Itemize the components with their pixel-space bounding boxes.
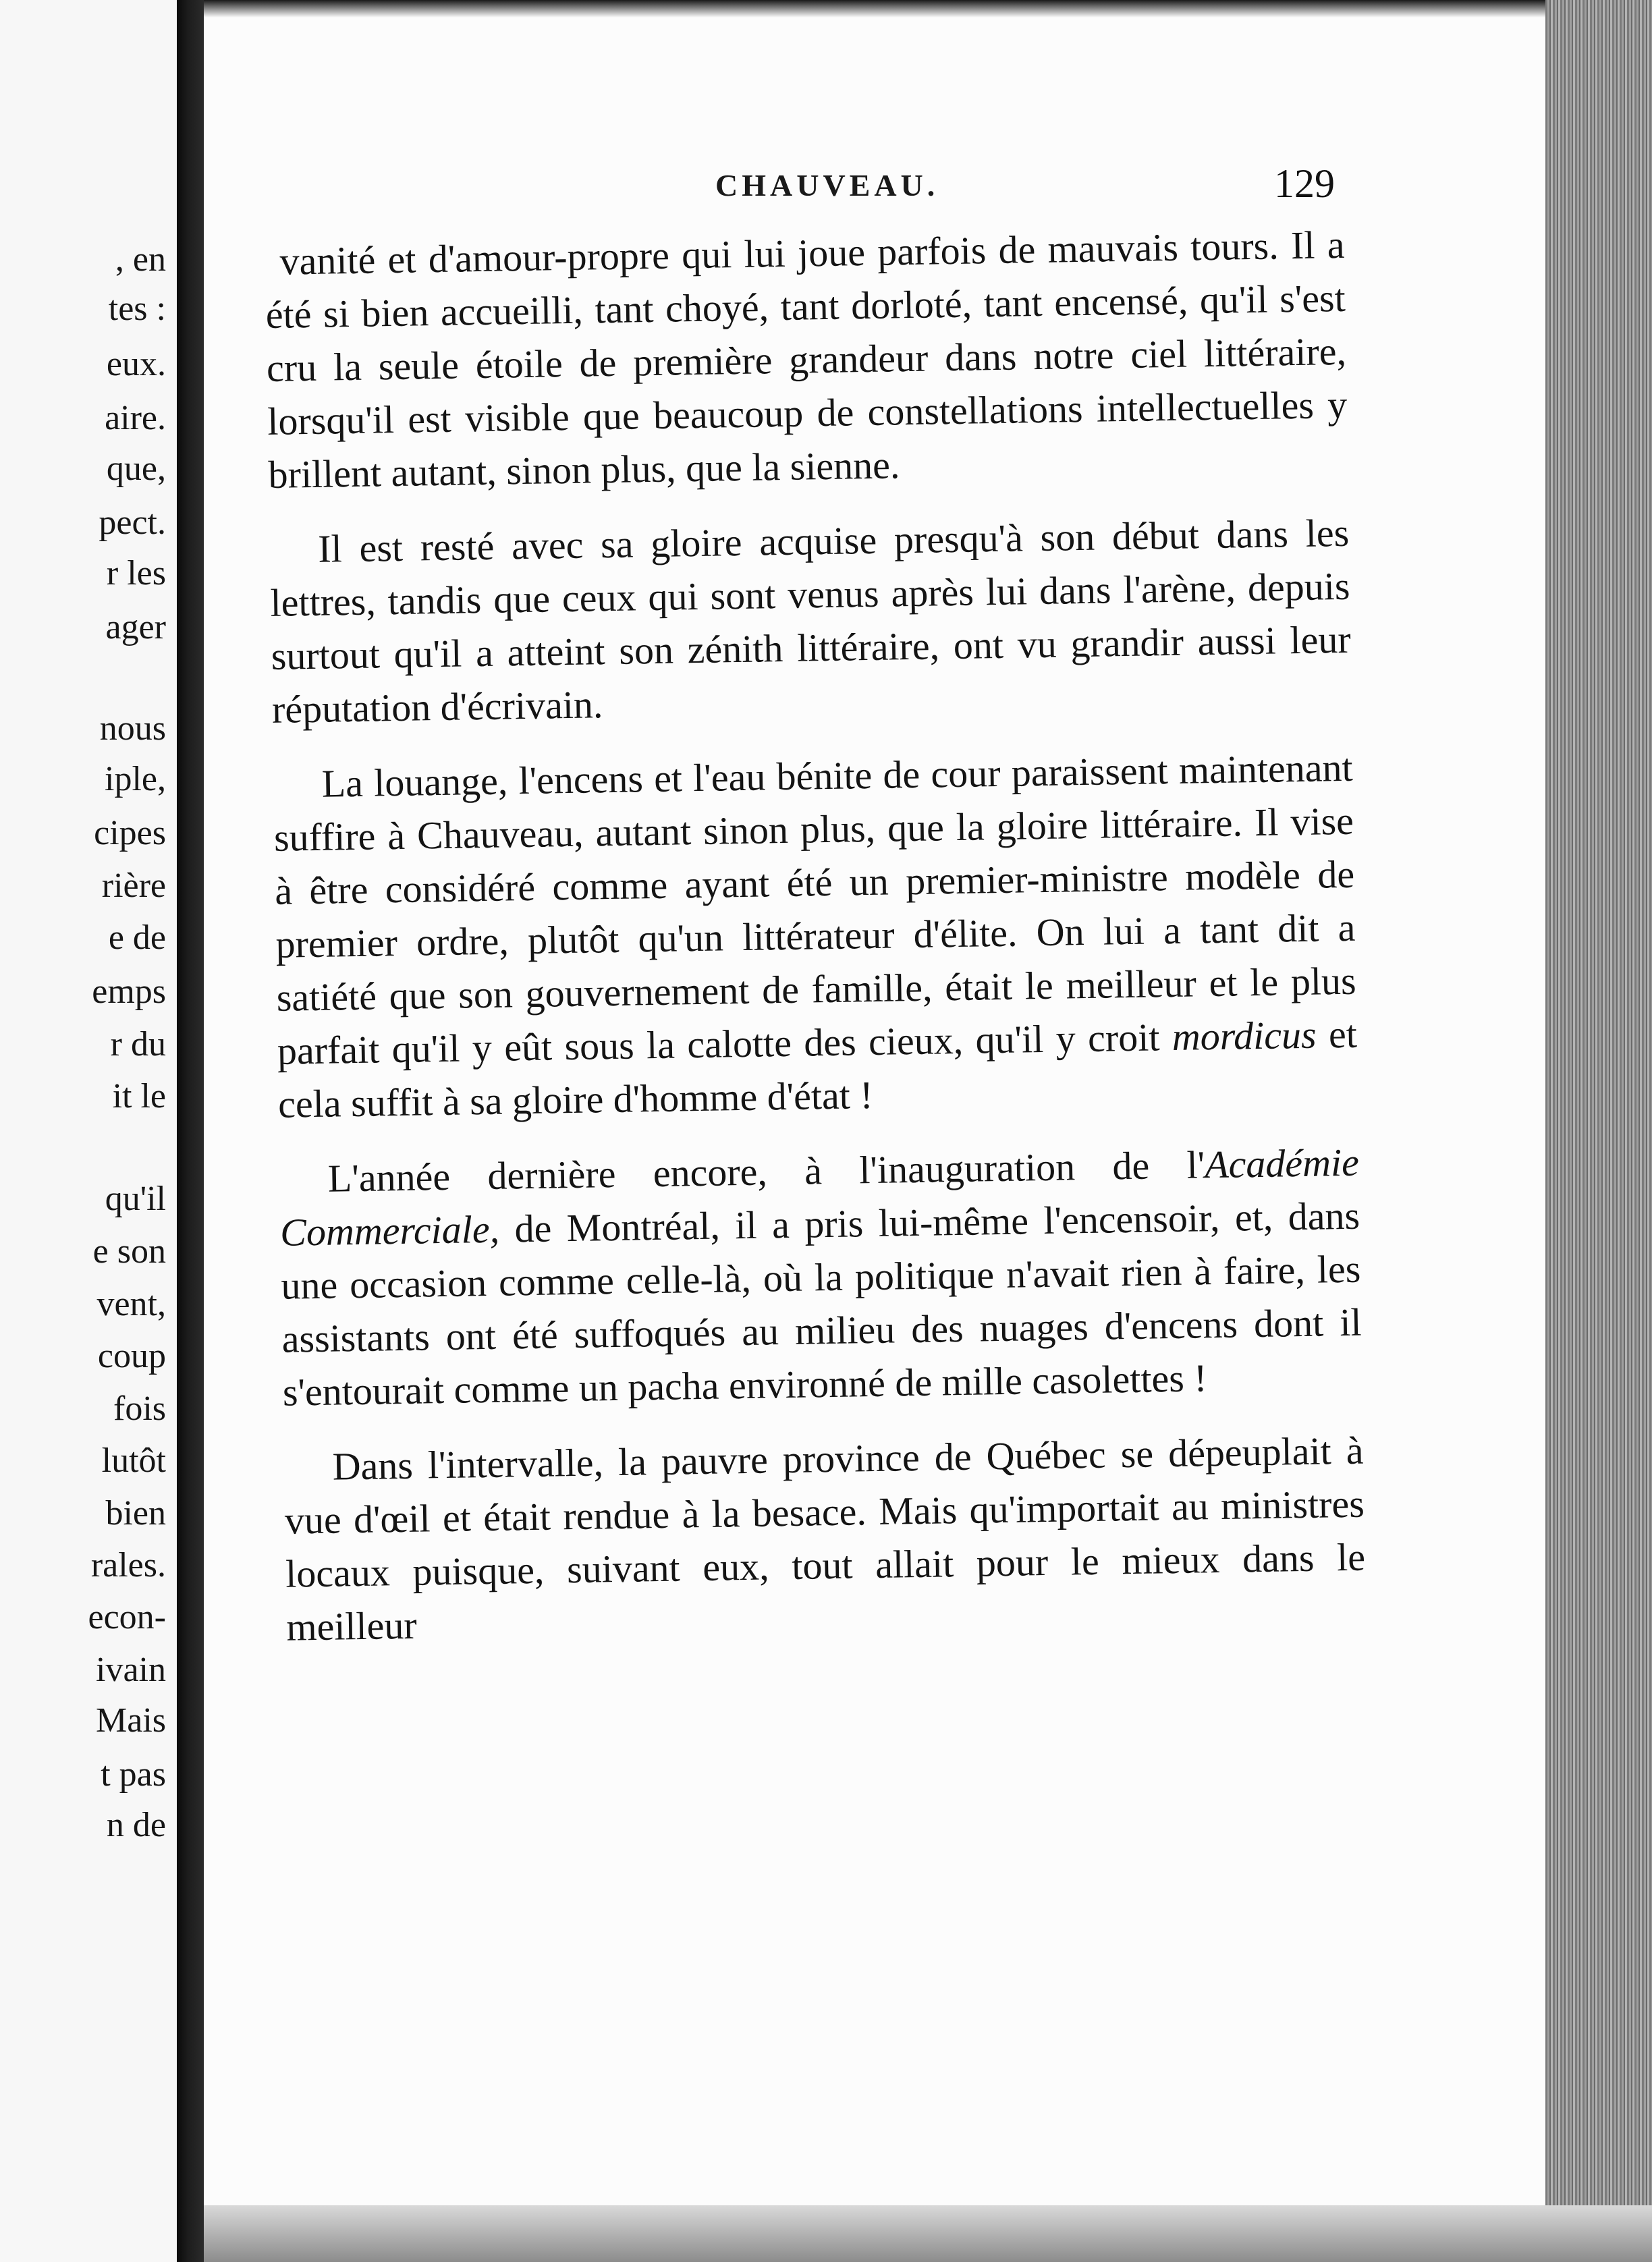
- left-page-fragment: iple,: [105, 760, 166, 798]
- paragraph-1: vanité et d'amour-propre qui lui joue parfois de mauvais tours. Il a été si bien accueilli, tant choyé, tant dorloté, tant encensé, qu'il s'est cru la seule étoile de première grandeur dans notre ciel littéraire, lorsqu'il est visible que beaucoup de constellations intellectuelles y brillent autant, sinon plus, que la sienne.: [265, 222, 1348, 497]
- paragraph-4-text: L'année dernière encore, à l'inauguration de l': [327, 1142, 1205, 1201]
- left-page-fragment: eux.: [106, 345, 166, 383]
- left-page-fragment: cipes: [94, 814, 166, 852]
- left-page-fragment: lutôt: [101, 1441, 166, 1480]
- left-page-fragment: fois: [113, 1389, 166, 1428]
- paragraph-4-text-end: de Montréal, il a pris lui-même l'encensoir, et, dans une occasion comme celle-là, où la politique n'avait rien à faire, les assistants ont été suffoqués au milieu des nuages d'encens dont il s'entourait comme un pacha environné de mille casolettes !: [280, 1193, 1362, 1414]
- running-head: CHAUVEAU.: [715, 168, 939, 202]
- left-page-fragment: bien: [105, 1494, 166, 1533]
- left-page-fragment: , en: [115, 240, 166, 279]
- paragraph-3-text: La louange, l'encens et l'eau bénite de cour paraissent maintenant suffire à Chauveau, autant sinon plus, que la gloire littéraire. Il vise à être considéré comme ayant été un premier-ministre modèle de premier ordre, plutôt qu'un littérateur d'élite. On lui a tant dit a satiété que son gouvernement de famille, était le meilleur et le plus parfait qu'il y eût sous la calotte des cieux, qu'il y croit: [273, 745, 1357, 1073]
- left-page-fragment: r les: [106, 554, 166, 592]
- page-edges: [1545, 0, 1652, 2262]
- left-page-fragment: tes :: [108, 289, 166, 328]
- paragraph-2: Il est resté avec sa gloire acquise presqu'à son début dans les lettres, tandis que ceux qui sont venus après lui dans l'arène, depuis surtout qu'il a atteint son zénith littéraire, ont vu grandir aussi leur réputation d'écrivain.: [270, 510, 1352, 732]
- left-page-fragment: emps: [92, 972, 166, 1011]
- left-page-fragment: rales.: [90, 1546, 166, 1584]
- left-page-fragment: n de: [106, 1806, 166, 1844]
- page-top-shadow: [204, 0, 1560, 18]
- paragraph-3-italic: mordicus: [1172, 1012, 1317, 1059]
- left-page-fragment: Mais: [96, 1701, 166, 1740]
- left-page-fragment: rière: [101, 866, 166, 905]
- left-page-fragment: pect.: [99, 503, 166, 542]
- left-page-fragment: econ-: [88, 1598, 166, 1636]
- paragraph-4-italic: Académie Commerciale,: [279, 1140, 1360, 1254]
- left-page-fragment: e de: [108, 918, 166, 957]
- book-gutter: [177, 0, 204, 2262]
- left-page-fragment: vent,: [97, 1285, 166, 1323]
- left-page-fragment: r du: [110, 1025, 166, 1064]
- left-page-fragment: ager: [105, 608, 166, 646]
- body-text: [265, 218, 1367, 1676]
- left-page-fragment: qu'il: [105, 1180, 166, 1218]
- page-bottom-edge: [204, 2205, 1652, 2262]
- left-page-fragment: it le: [112, 1077, 166, 1115]
- left-page-fragment: que,: [106, 449, 166, 488]
- left-page-fragment: t pas: [101, 1755, 166, 1794]
- left-page-fragment: coup: [97, 1337, 166, 1375]
- left-page-fragment: e son: [92, 1232, 166, 1271]
- paragraph-3-text-end: et cela suffit à sa gloire d'homme d'état !: [277, 1012, 1358, 1126]
- left-page-fragment: nous: [99, 709, 166, 748]
- page-number: 129: [1274, 161, 1335, 206]
- left-facing-page: [0, 0, 177, 2262]
- left-page-fragment: aire.: [105, 399, 166, 437]
- paragraph-5: Dans l'intervalle, la pauvre province de Québec se dépeuplait à vue d'œil et était rendue à la besace. Mais qu'importait au ministres locaux puisque, suivant eux, tout allait pour le mieux dans le meilleur: [284, 1428, 1366, 1649]
- paragraph-4: [279, 1136, 1362, 1419]
- paragraph-3: [273, 741, 1358, 1131]
- left-page-fragment: ivain: [96, 1651, 166, 1689]
